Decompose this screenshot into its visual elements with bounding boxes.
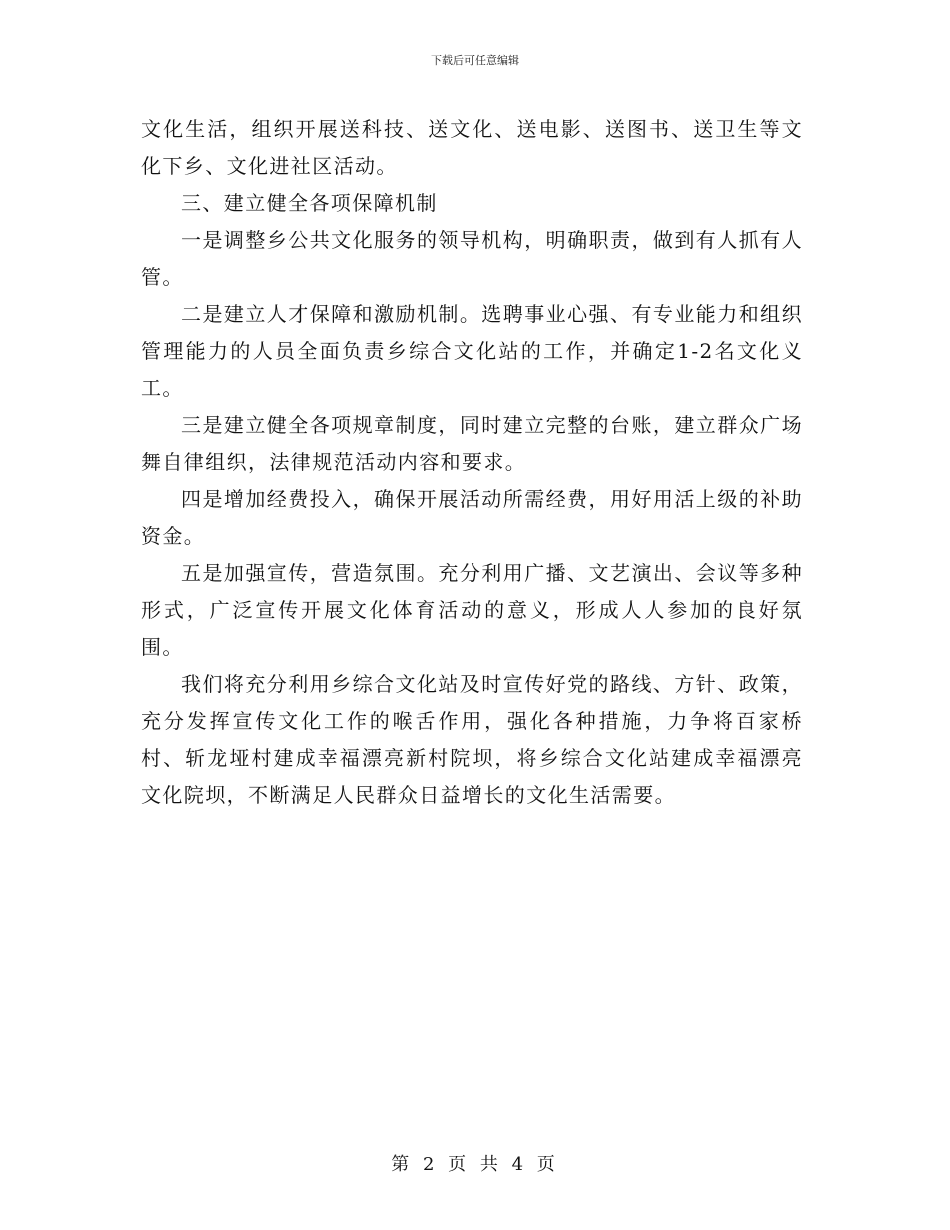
paragraph: 五是加强宣传，营造氛围。充分利用广播、文艺演出、会议等多种形式，广泛宣传开展文化体育活动的意义，形成人人参加的良好氛围。	[141, 561, 803, 659]
section-heading: 三、建立健全各项保障机制	[181, 191, 438, 215]
paragraph: 三是建立健全各项规章制度，同时建立完整的台账，建立群众广场舞自律组织，法律规范活动内容和要求。	[141, 413, 803, 474]
page-number: 第 2 页 共 4 页	[391, 1154, 559, 1175]
document-body	[141, 111, 803, 814]
paragraph: 我们将充分利用乡综合文化站及时宣传好党的路线、方针、政策，充分发挥宣传文化工作的喉舌作用，强化各种措施，力争将百家桥村、斩龙垭村建成幸福漂亮新村院坝，将乡综合文化站建成幸福漂亮文化院坝，不断满足人民群众日益增长的文化生活需要。	[141, 672, 803, 807]
page-header: 下载后可任意编辑	[431, 54, 519, 67]
paragraph-continuation: 文化生活，组织开展送科技、送文化、送电影、送图书、送卫生等文化下乡、文化进社区活动。	[141, 117, 803, 178]
paragraph: 二是建立人才保障和激励机制。选聘事业心强、有专业能力和组织管理能力的人员全面负责乡综合文化站的工作，并确定1-2名文化义工。	[141, 302, 803, 400]
paragraph: 一是调整乡公共文化服务的领导机构，明确职责，做到有人抓有人管。	[141, 228, 803, 289]
paragraph: 四是增加经费投入，确保开展活动所需经费，用好用活上级的补助资金。	[141, 487, 803, 548]
